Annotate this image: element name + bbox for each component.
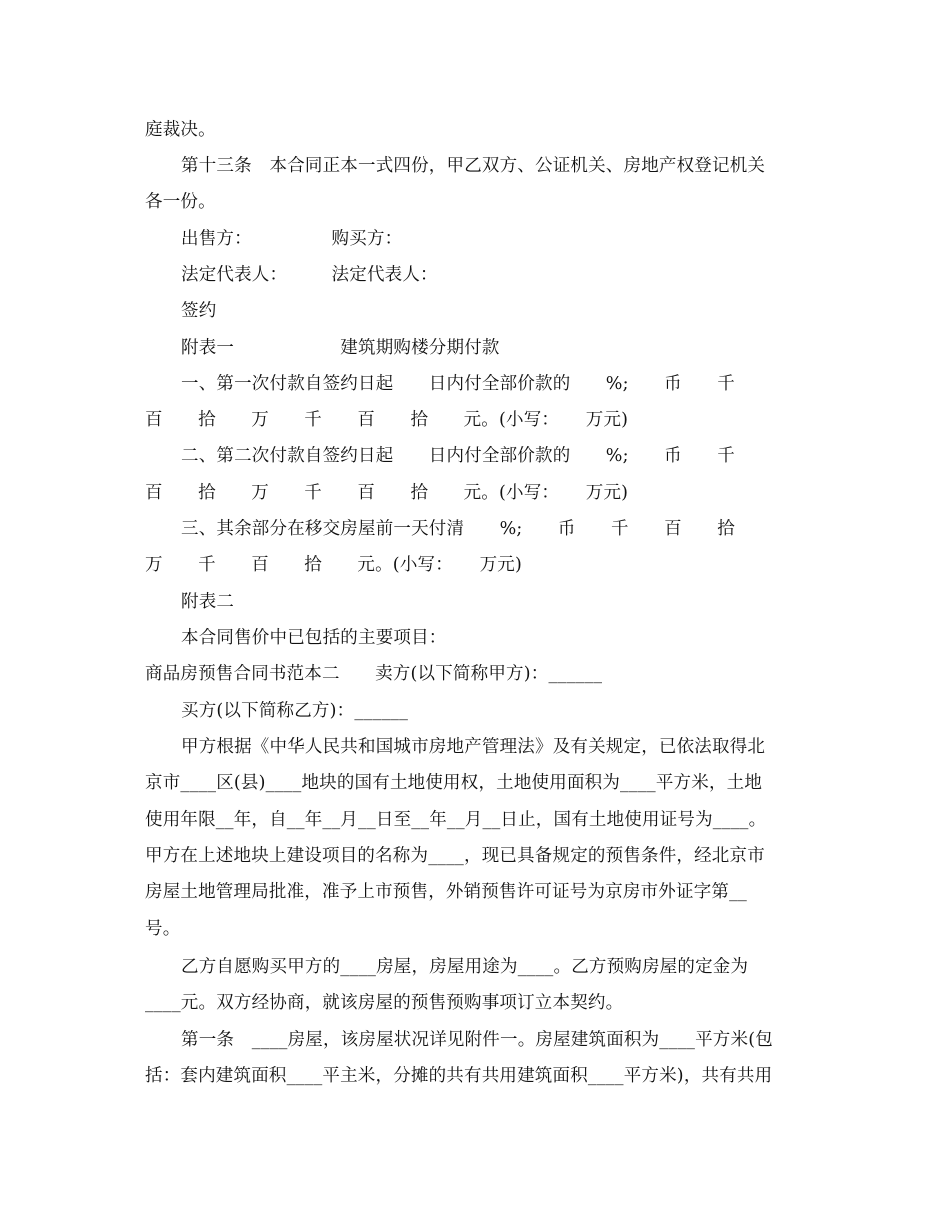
text-line: 号。 bbox=[145, 919, 181, 939]
text-line: 甲方根据《中华人民共和国城市房地产管理法》及有关规定，已依法取得北 bbox=[181, 737, 766, 757]
text-line: 京市____区(县)____地块的国有土地使用权，土地使用面积为____平方米，土地 bbox=[145, 773, 763, 793]
text-line: 出售方： 购买方： bbox=[181, 229, 403, 249]
text-line: 商品房预售合同书范本二 卖方(以下简称甲方)：______ bbox=[145, 664, 603, 684]
text-line: 房屋土地管理局批准，准予上市预售，外销预售许可证号为京房市外证字第__ bbox=[145, 882, 747, 902]
text-line: ____元。双方经协商，就该房屋的预售预购事项订立本契约。 bbox=[145, 993, 624, 1013]
text-line: 万 千 百 拾 元。(小写： 万元) bbox=[145, 555, 523, 575]
text-line: 甲方在上述地块上建设项目的名称为____，现已具备规定的预售条件，经北京市 bbox=[145, 846, 765, 866]
text-line: 百 拾 万 千 百 拾 元。(小写： 万元) bbox=[145, 410, 629, 430]
text-line: 一、第一次付款自签约日起 日内付全部价款的 %; 币 千 bbox=[181, 374, 735, 394]
text-line: 第一条 ____房屋，该房屋状况详见附件一。房屋建筑面积为____平方米(包 bbox=[181, 1030, 773, 1050]
text-line: 买方(以下简称乙方)：______ bbox=[181, 701, 409, 721]
text-line: 本合同售价中已包括的主要项目： bbox=[181, 628, 447, 648]
text-line: 附表一 建筑期购楼分期付款 bbox=[181, 338, 500, 358]
text-line: 法定代表人： 法定代表人： bbox=[181, 265, 438, 285]
text-line: 百 拾 万 千 百 拾 元。(小写： 万元) bbox=[145, 483, 629, 503]
text-line: 各一份。 bbox=[145, 192, 216, 212]
text-line: 括：套内建筑面积____平主米，分摊的共有共用建筑面积____平方米)，共有共用 bbox=[145, 1066, 773, 1086]
text-line: 使用年限__年，自__年__月__日至__年__月__日止，国有土地使用证号为____。 bbox=[145, 810, 767, 830]
text-line: 庭裁决。 bbox=[145, 120, 216, 140]
text-line: 签约 bbox=[181, 301, 217, 321]
text-line: 三、其余部分在移交房屋前一天付清 %; 币 千 百 拾 bbox=[181, 519, 735, 539]
text-line: 附表二 bbox=[181, 592, 235, 612]
text-line: 第十三条 本合同正本一式四份，甲乙双方、公证机关、房地产权登记机关 bbox=[181, 156, 766, 176]
text-line: 二、第二次付款自签约日起 日内付全部价款的 %; 币 千 bbox=[181, 446, 735, 466]
text-line: 乙方自愿购买甲方的____房屋，房屋用途为____。乙方预购房屋的定金为 bbox=[181, 957, 749, 977]
